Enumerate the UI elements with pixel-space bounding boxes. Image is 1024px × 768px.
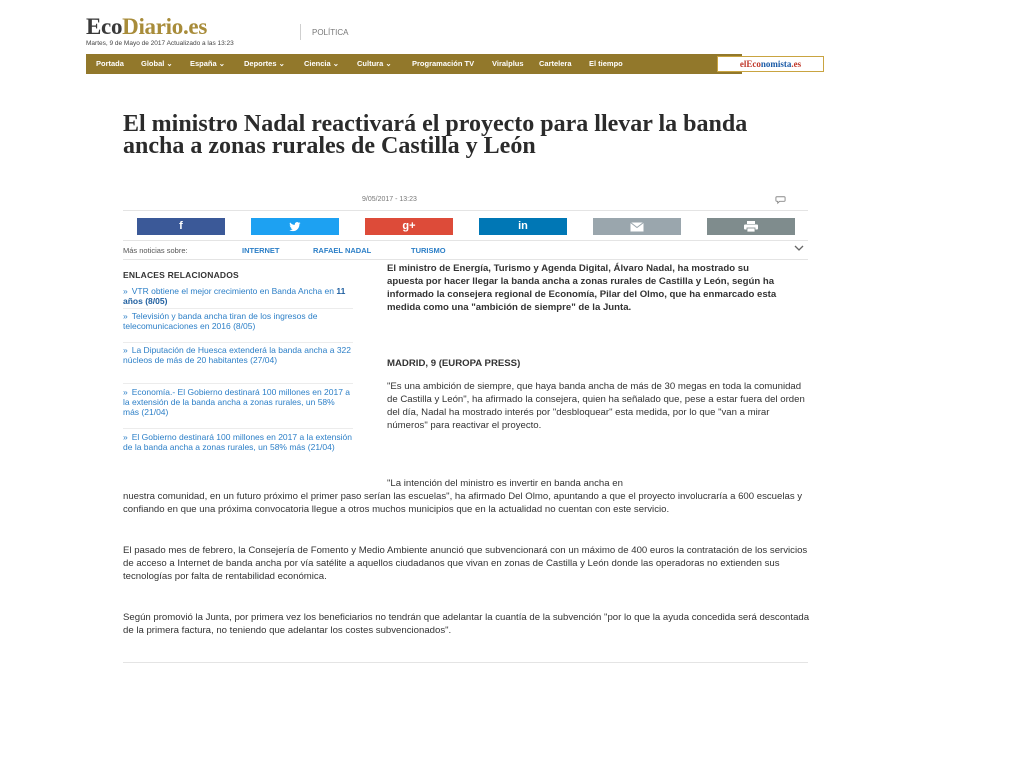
related-link[interactable] — [123, 345, 353, 365]
article-headline: El ministro Nadal reactivará el proyecto para llevar la banda ancha a zonas rurales de Castilla y León — [123, 111, 748, 159]
related-link-text: VTR obtiene el mejor crecimiento en Banda Ancha en — [131, 286, 337, 296]
eleconomista-mid: nomista — [760, 59, 792, 69]
twitter-icon — [289, 222, 301, 232]
article-dateline: MADRID, 9 (EUROPA PRESS) — [387, 358, 521, 369]
related-link-text: Economía.- El Gobierno destinará 100 millones en 2017 a la extensión de la banda ancha a zonas rurales, un 58% más (21/04) — [123, 387, 351, 417]
section-label[interactable]: POLÍTICA — [312, 28, 349, 37]
bullet-icon: » — [123, 387, 128, 397]
article-date: 9/05/2017 - 13:23 — [362, 196, 417, 203]
nav-item-ciencia[interactable]: Ciencia ⌄ — [304, 59, 340, 68]
eleconomista-link[interactable] — [717, 56, 824, 72]
nav-item-portada[interactable]: Portada — [96, 59, 124, 68]
site-tagline: Martes, 9 de Mayo de 2017 Actualizado a las 13:23 — [86, 40, 234, 47]
share-print-button[interactable] — [707, 218, 795, 235]
print-icon — [744, 221, 758, 232]
article-lead: El ministro de Energía, Turismo y Agenda Digital, Álvaro Nadal, ha mostrado su apuesta por hacer llegar la banda ancha a zonas rurales de Castilla y León, según ha informado la consejera regional de Economía, Pilar del Olmo, que ha enmarcado esta medida como una "ambición de siempre" de la Junta. — [387, 263, 777, 313]
article-paragraph: El pasado mes de febrero, la Consejería de Fomento y Medio Ambiente anunció que subvencionará con un máximo de 400 euros la contratación de los servicios de acceso a Internet de banda ancha por vía satélite a aquellos ciudadanos que vivan en zonas de Castilla y León donde las operadoras no extienden sus tecnologías por falta de rentabilidad económica. — [123, 545, 808, 582]
facebook-icon: f — [179, 220, 183, 232]
logo-diario: Diario.es — [122, 14, 207, 39]
eleconomista-tld: .es — [791, 59, 802, 69]
related-link[interactable] — [123, 286, 353, 306]
related-link-text: Televisión y banda ancha tiran de los ingresos de telecomunicaciones en 2016 (8/05) — [123, 311, 318, 331]
share-googleplus-button[interactable] — [365, 218, 453, 235]
bullet-icon: » — [123, 345, 128, 355]
email-icon — [630, 222, 644, 232]
related-divider — [123, 308, 353, 309]
related-divider — [123, 428, 353, 429]
nav-item-espana[interactable]: España ⌄ — [190, 59, 226, 68]
main-nav — [86, 54, 802, 74]
site-logo[interactable] — [86, 14, 207, 40]
nav-item-cartelera[interactable]: Cartelera — [539, 59, 572, 68]
bullet-icon: » — [123, 286, 128, 296]
tags-divider — [123, 259, 808, 260]
tag-internet[interactable]: INTERNET — [242, 246, 280, 255]
tags-label: Más noticias sobre: — [123, 246, 188, 255]
share-twitter-button[interactable] — [251, 218, 339, 235]
tag-turismo[interactable]: TURISMO — [411, 246, 446, 255]
article-paragraph: nuestra comunidad, en un futuro próximo el primer paso serían las escuelas", ha afirmado Del Olmo, apuntando a que el proyecto involucraría a 600 escuelas y confiando en que una próxima convocatoria llegue a otros muchos municipios que en la actualidad no cuentan con este servicio. — [123, 491, 803, 515]
related-link-bold: 11 años (8/05) — [123, 286, 346, 306]
eleconomista-el: elEco — [739, 59, 761, 69]
share-divider — [123, 240, 808, 241]
share-linkedin-button[interactable] — [479, 218, 567, 235]
related-link[interactable] — [123, 311, 353, 331]
bullet-icon: » — [123, 432, 128, 442]
nav-item-el-tiempo[interactable]: El tiempo — [589, 59, 623, 68]
related-links-title: ENLACES RELACIONADOS — [123, 270, 239, 280]
googleplus-icon: g+ — [402, 220, 416, 232]
header-divider — [300, 24, 301, 40]
logo-eco: Eco — [86, 14, 123, 39]
date-divider — [123, 210, 808, 211]
article-end-divider — [123, 662, 808, 663]
related-divider — [123, 383, 353, 384]
related-divider — [123, 342, 353, 343]
chevron-down-icon[interactable] — [793, 243, 805, 253]
article-paragraph: "Es una ambición de siempre, que haya banda ancha de más de 30 megas en toda la comunidad de Castilla y León", ha afirmado la consejera, quien ha señalado que, pese a estar fuera del orden del día, Nadal ha mostrado interés por "desbloquear" esta medida, por lo que "van a mirar números" para reactivar el proyecto. — [387, 381, 805, 431]
nav-item-cultura[interactable]: Cultura ⌄ — [357, 59, 392, 68]
tag-rafael-nadal[interactable]: RAFAEL NADAL — [313, 246, 372, 255]
related-link-text: El Gobierno destinará 100 millones en 2017 a la extensión de la banda ancha a zonas rurales, un 58% más (21/04) — [123, 432, 352, 452]
comment-icon[interactable] — [775, 194, 786, 205]
nav-item-deportes[interactable]: Deportes ⌄ — [244, 59, 285, 68]
linkedin-icon: in — [518, 220, 528, 232]
article-paragraph: "La intención del ministro es invertir en banda ancha en — [387, 478, 623, 489]
nav-item-programacion-tv[interactable]: Programación TV — [412, 59, 475, 68]
related-link-text: La Diputación de Huesca extenderá la banda ancha a 322 núcleos de más de 20 habitantes (27/04) — [123, 345, 352, 365]
related-link[interactable] — [123, 387, 353, 417]
article-paragraph: Según promovió la Junta, por primera vez los beneficiarios no tendrán que adelantar la cuantía de la subvención "por lo que la ayuda concedida será descontada de la primera factura, no teniendo que adelantar los costes subvencionados". — [123, 612, 810, 636]
share-facebook-button[interactable] — [137, 218, 225, 235]
related-link[interactable] — [123, 432, 353, 452]
nav-item-global[interactable]: Global ⌄ — [141, 59, 173, 68]
nav-item-viralplus[interactable]: Viralplus — [492, 59, 524, 68]
share-email-button[interactable] — [593, 218, 681, 235]
bullet-icon: » — [123, 311, 128, 321]
